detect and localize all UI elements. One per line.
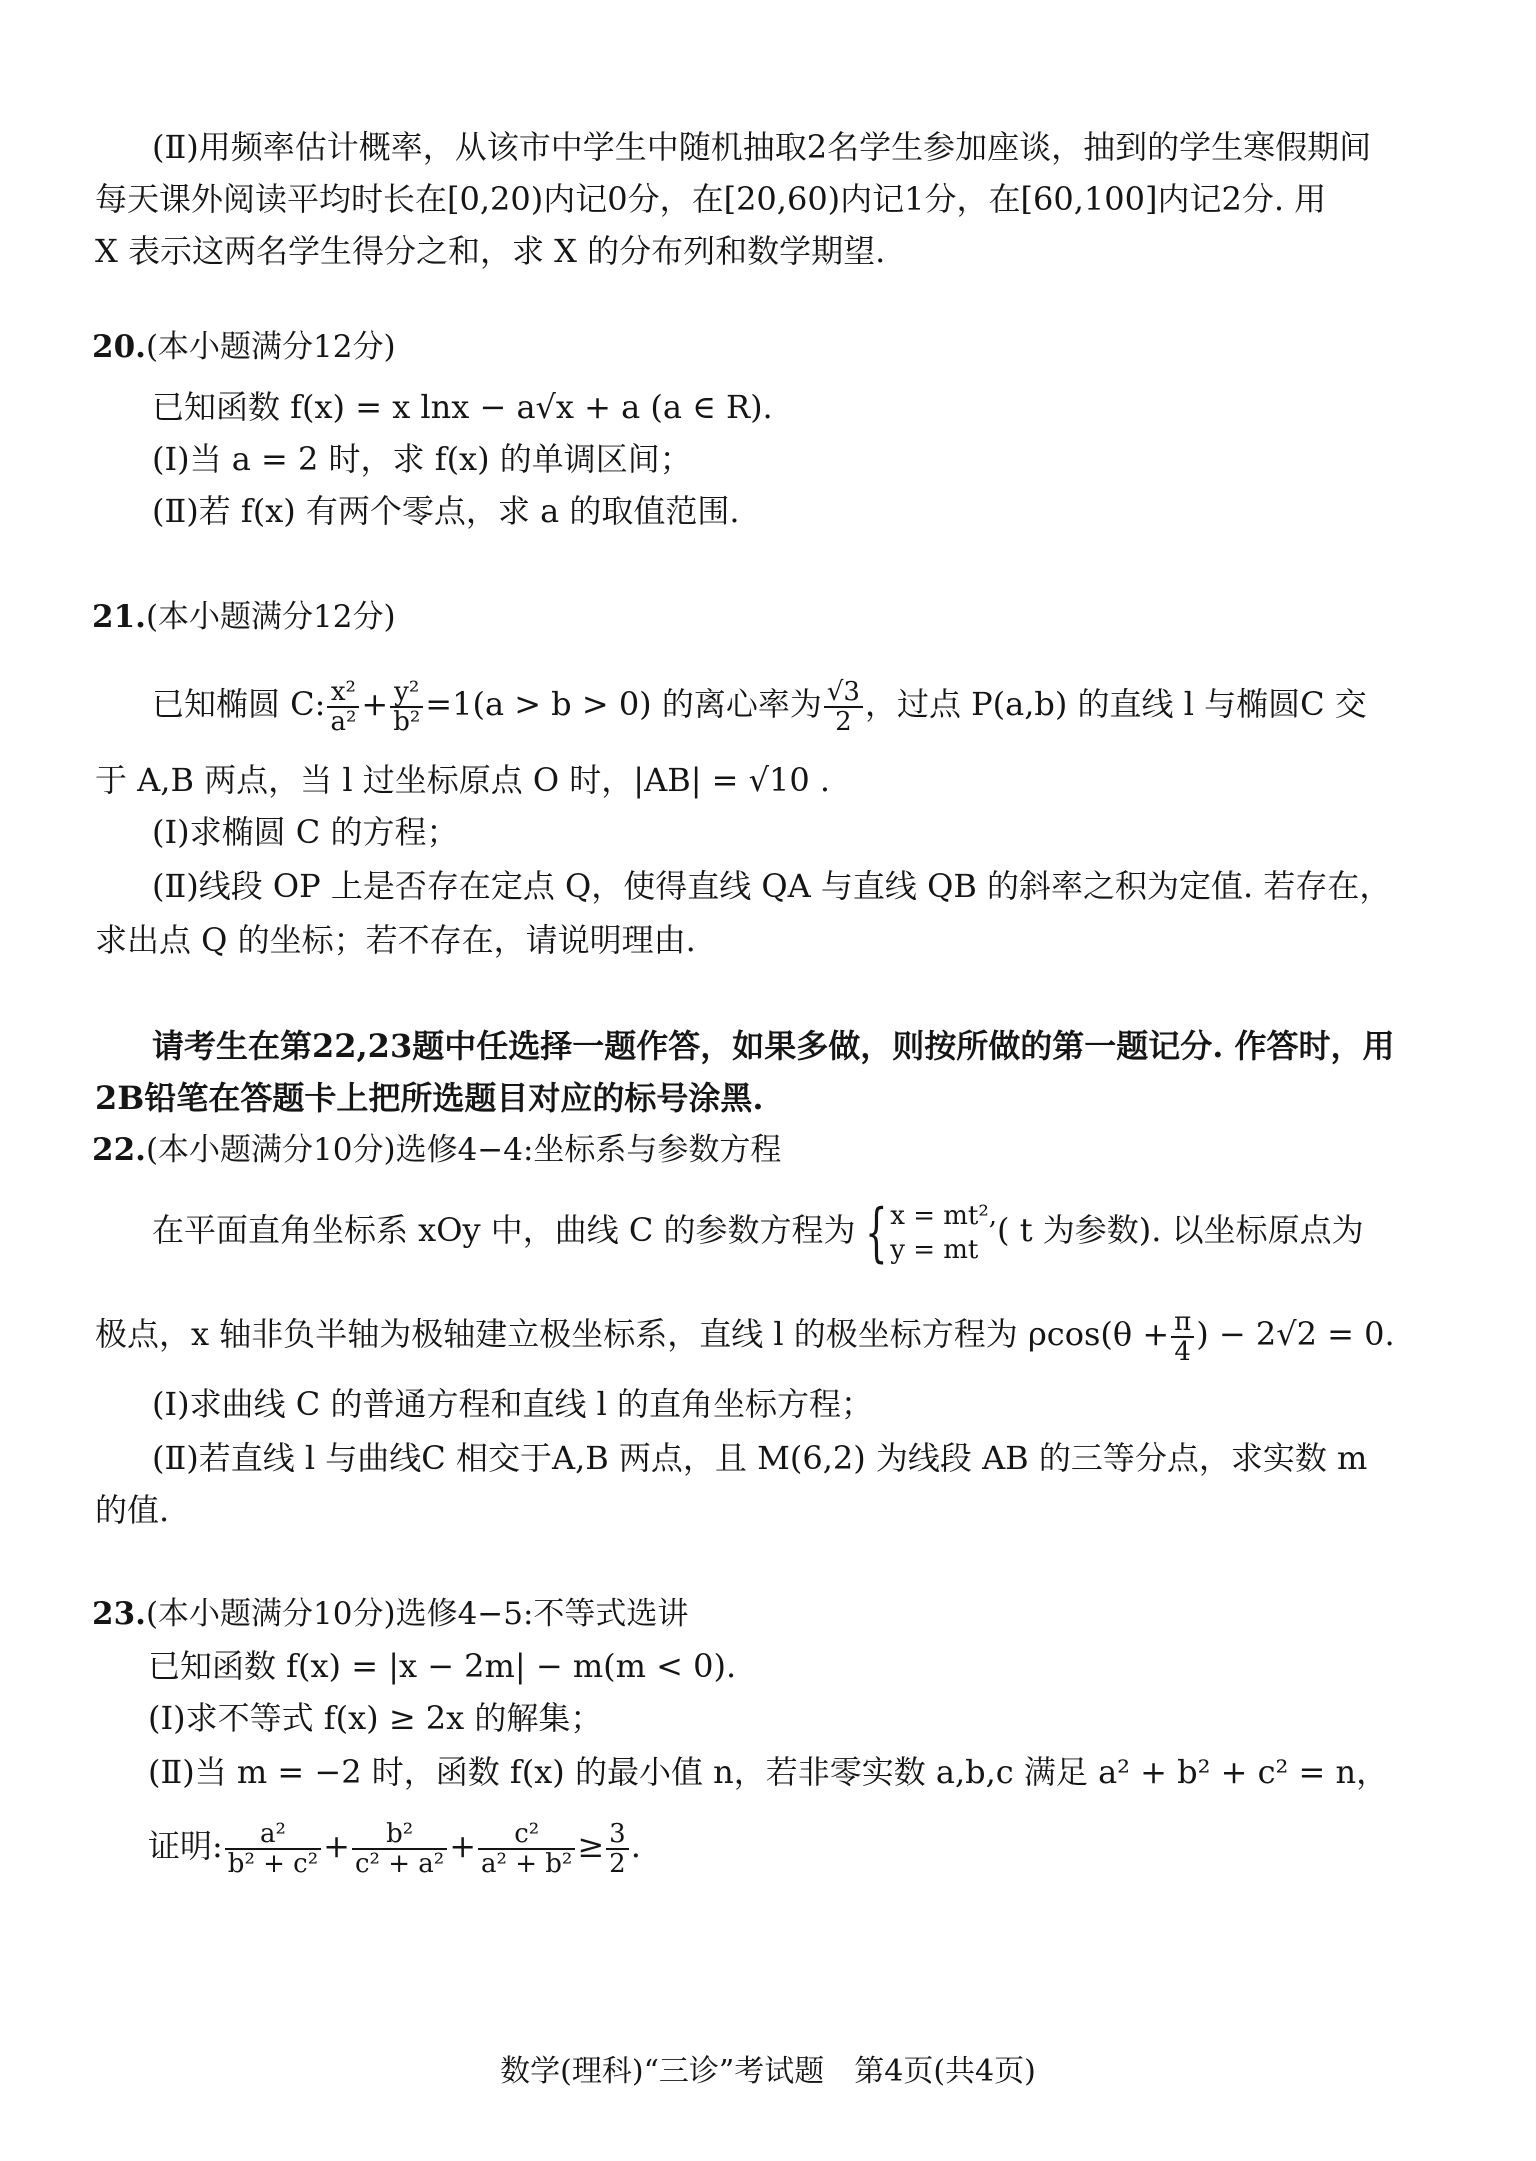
q23-end: . [630, 1827, 641, 1865]
q21-frac-y [390, 678, 423, 736]
q23-frac-4 [606, 1820, 629, 1878]
q21-header [92, 595, 396, 639]
q23-frac-3 [478, 1820, 575, 1878]
q23-op1: + [323, 1827, 350, 1865]
q23-frac-2 [352, 1820, 447, 1878]
q22-stem-a: 在平面直角坐标系 xOy 中，曲线 C 的参数方程为 [152, 1211, 856, 1249]
q20-stem: 已知函数 f(x) = x lnx − a√x + a (a ∈ R). [152, 388, 773, 426]
q20-part1: (Ⅰ)当 a = 2 时，求 f(x) 的单调区间； [152, 440, 692, 478]
q22-brace: { [864, 1195, 888, 1270]
q20-part2: (Ⅱ)若 f(x) 有两个零点，求 a 的取值范围. [152, 492, 740, 530]
page-footer: 数学(理科)“三诊”考试题 第4页(共4页) [500, 2054, 1036, 2089]
q22-head: (本小题满分10分)选修4−4:坐标系与参数方程 [145, 1132, 782, 1168]
q22-number: 22. [92, 1132, 146, 1168]
q23-frac-1-num: a² [225, 1820, 321, 1850]
q21-frac-y-den: b² [393, 706, 421, 737]
q21-frac-e [824, 678, 863, 736]
q19-part2-line2: 每天课外阅读平均时长在[0,20)内记0分，在[20,60)内记1分，在[60,100]内记2分. 用 [95, 180, 1327, 218]
q22-part2-line2: 的值. [95, 1491, 170, 1529]
q21-part2-line1: (Ⅱ)线段 OP 上是否存在定点 Q，使得直线 QA 与直线 QB 的斜率之积为定值. 若存在， [152, 867, 1392, 905]
q21-stem [152, 672, 1512, 736]
q22-eq2: y = mt [890, 1234, 979, 1265]
q21-frac-e-num: √3 [824, 678, 863, 708]
q23-head: (本小题满分10分)选修4−5:不等式选讲 [145, 1596, 689, 1632]
q20-head: (本小题满分12分) [145, 329, 396, 365]
q21-part2-line2: 求出点 Q 的坐标；若不存在，请说明理由. [95, 921, 696, 959]
q23-frac-3-den: a² + b² [481, 1848, 573, 1879]
q19-part2-line1: (Ⅱ)用频率估计概率，从该市中学生中随机抽取2名学生参加座谈，抽到的学生寒假期间 [152, 128, 1372, 166]
q23-part2-line1: (Ⅱ)当 m = −2 时，函数 f(x) 的最小值 n，若非零实数 a,b,c 满足 a² + b² + c² = n， [148, 1753, 1389, 1791]
q23-frac-3-num: c² [478, 1820, 575, 1850]
q21-frac-e-den: 2 [835, 706, 852, 737]
q23-proof [148, 1810, 1508, 1882]
q21-stem-c: ，过点 P(a,b) 的直线 l 与椭圆C 交 [864, 685, 1367, 723]
q21-part1: (Ⅰ)求椭圆 C 的方程； [152, 813, 459, 851]
q22-stem [152, 1192, 1512, 1268]
q23-header [92, 1592, 688, 1636]
q21-number: 21. [92, 599, 146, 635]
q20-number: 20. [92, 329, 146, 365]
q23-frac-4-num: 3 [606, 1820, 629, 1850]
q22-param-system [890, 1199, 997, 1267]
q21-stem-a: 已知椭圆 C: [152, 685, 326, 723]
q21-frac-x-den: a² [330, 706, 357, 737]
q21-frac-x [327, 678, 359, 736]
q23-geq: ≥ [577, 1827, 605, 1865]
q22-frac-pi4 [1171, 1308, 1194, 1366]
q21-head: (本小题满分12分) [145, 599, 396, 635]
q23-stem: 已知函数 f(x) = |x − 2m| − m(m < 0). [148, 1647, 737, 1685]
q22-part2-line1: (Ⅱ)若直线 l 与曲线C 相交于A,B 两点，且 M(6,2) 为线段 AB 的三等分点，求实数 m [152, 1439, 1368, 1477]
q23-proof-label: 证明: [148, 1827, 223, 1865]
choice-notice-line1: 请考生在第22,23题中任选择一题作答，如果多做，则按所做的第一题记分. 作答时，用 [152, 1027, 1395, 1065]
q23-number: 23. [92, 1596, 146, 1632]
q23-frac-4-den: 2 [609, 1848, 626, 1879]
q21-stem-b: =1(a > b > 0) 的离心率为 [425, 685, 822, 723]
q23-frac-2-num: b² [352, 1820, 447, 1850]
q23-frac-1 [225, 1820, 321, 1878]
q23-frac-2-den: c² + a² [354, 1848, 445, 1879]
q20-header [92, 325, 396, 369]
q22-line2-a: 极点，x 轴非负半轴为极轴建立极坐标系，直线 l 的极坐标方程为 ρcos(θ + [95, 1315, 1170, 1353]
q21-frac-x-num: x² [327, 678, 359, 708]
q23-frac-1-den: b² + c² [227, 1848, 319, 1879]
q22-line2-b: ) − 2√2 = 0. [1196, 1315, 1395, 1353]
q22-frac-den: 4 [1174, 1336, 1191, 1367]
q23-op2: + [449, 1827, 477, 1865]
q21-frac-y-num: y² [390, 678, 423, 708]
q21-line2: 于 A,B 两点，当 l 过坐标原点 O 时，|AB| = √10 . [95, 761, 831, 799]
q23-part1: (Ⅰ)求不等式 f(x) ≥ 2x 的解集； [148, 1699, 603, 1737]
q22-header [92, 1128, 781, 1172]
q21-plus: + [361, 685, 389, 723]
q22-part1: (Ⅰ)求曲线 C 的普通方程和直线 l 的直角坐标方程； [152, 1385, 874, 1423]
q22-eq1: x = mt², [890, 1200, 998, 1231]
q22-stem-b: ( t 为参数). 以坐标原点为 [997, 1211, 1364, 1249]
q22-frac-num: π [1171, 1308, 1194, 1338]
choice-notice-line2: 2B铅笔在答题卡上把所选题目对应的标号涂黑. [95, 1079, 764, 1117]
q19-part2-line3: X 表示这两名学生得分之和，求 X 的分布列和数学期望. [95, 232, 886, 270]
q22-line2 [95, 1302, 1455, 1366]
